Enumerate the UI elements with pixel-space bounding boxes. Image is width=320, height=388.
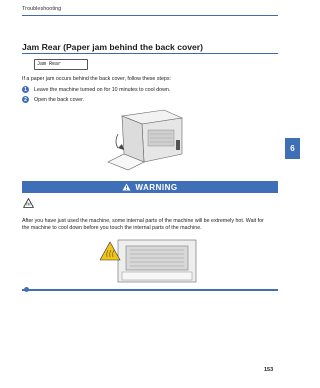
step-number-1: 1 <box>22 86 29 93</box>
title-rule <box>22 53 278 54</box>
warning-banner <box>22 181 278 193</box>
footer-rule <box>22 289 278 291</box>
step-text-2: Open the back cover. <box>34 97 85 103</box>
chapter-header: Troubleshooting <box>22 6 62 12</box>
warning-text: After you have just used the machine, some internal parts of the machine will be extremely hot. Wait for the machine to cool down before you touch the internal parts of the machine. <box>22 218 264 232</box>
step-number-2: 2 <box>22 96 29 103</box>
warning-triangle-icon <box>122 183 131 191</box>
printer-internal-parts-illustration <box>100 236 200 284</box>
intro-text: If a paper jam occurs behind the back cover, follow these steps: <box>22 76 171 82</box>
header-rule <box>22 15 278 16</box>
printer-back-cover-illustration <box>104 104 188 172</box>
lcd-message: Jam Rear <box>34 59 88 70</box>
page-number: 153 <box>264 367 274 373</box>
step-text-1: Leave the machine turned on for 10 minutes to cool down. <box>34 87 171 93</box>
section-title: Jam Rear (Paper jam behind the back cover) <box>22 42 204 52</box>
hot-surface-warning-icon <box>23 198 34 208</box>
warning-title: WARNING <box>135 182 178 192</box>
chapter-tab: 6 <box>285 138 300 159</box>
